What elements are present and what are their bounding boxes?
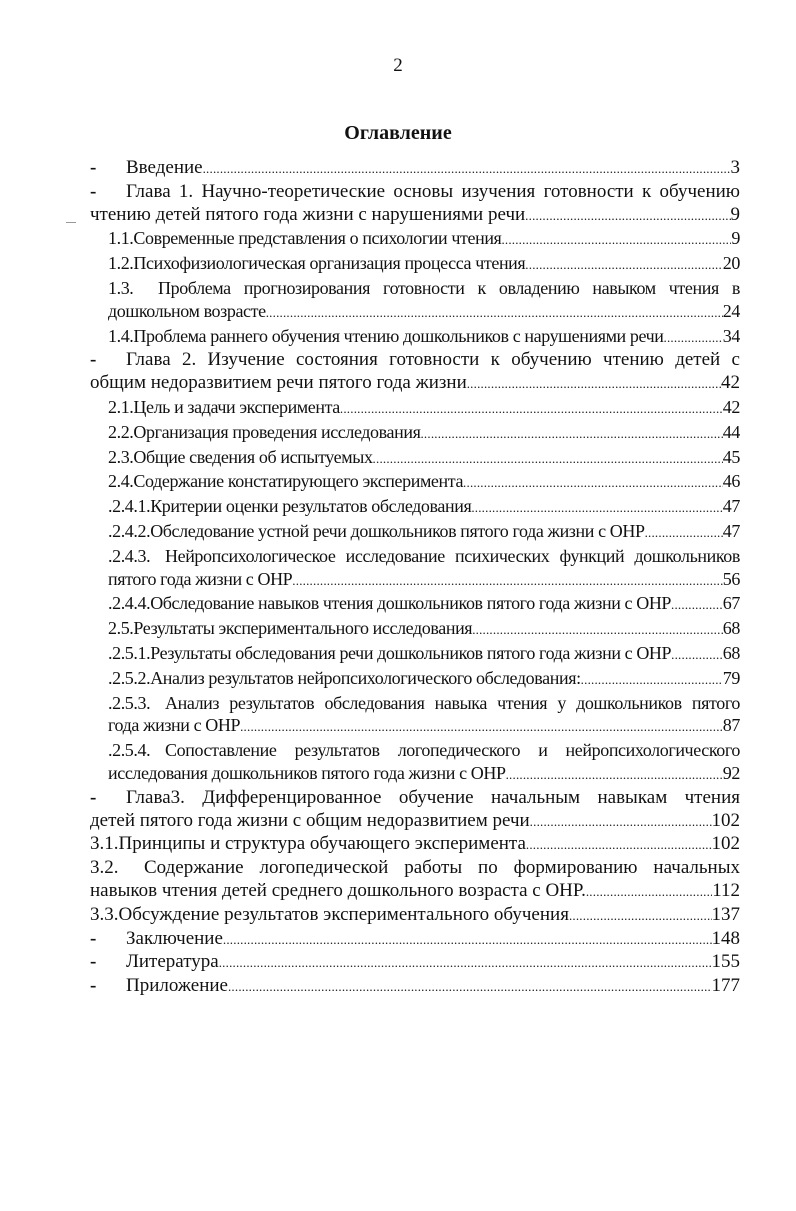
leader-dots xyxy=(240,714,723,739)
entry-title: Обследование навыков чтения дошкольников пятого года жизни с ОНР xyxy=(150,593,672,614)
toc-entry-3-3[interactable] xyxy=(90,904,740,928)
leader-dots xyxy=(420,421,722,446)
entry-title-line: Глава 2. Изучение состояния готовности к обучению чтению детей с xyxy=(126,349,740,371)
toc-entry-2-5-2[interactable] xyxy=(90,667,740,692)
bullet: - xyxy=(90,927,97,949)
toc-entry-3-2[interactable] xyxy=(90,857,740,904)
section-number: .2.4.1. xyxy=(108,496,151,517)
leader-dots xyxy=(266,300,723,325)
entry-title-line: Содержание логопедической работы по формированию начальных xyxy=(144,857,740,879)
entry-title: Заключение xyxy=(126,927,223,949)
page-ref: 56 xyxy=(722,568,740,589)
leader-dots xyxy=(506,762,723,787)
bullet: - xyxy=(90,157,97,178)
leader-dots xyxy=(569,904,712,928)
leader-dots xyxy=(292,568,723,593)
leader-dots xyxy=(671,592,723,617)
page-ref: 92 xyxy=(722,762,740,783)
entry-title: Современные представления о психологии чтения xyxy=(133,228,502,249)
entry-title-line: Глава3. Дифференцированное обучение начальным навыкам чтения xyxy=(126,786,740,808)
section-number: .2.5.3. xyxy=(108,692,151,713)
section-number: 2.2. xyxy=(108,421,134,442)
page-number: 2 xyxy=(393,55,403,76)
leader-dots xyxy=(525,204,730,228)
page-ref: 42 xyxy=(722,396,740,417)
page-ref: 47 xyxy=(722,520,740,541)
entry-title-line: чтению детей пятого года жизни с нарушениями речи xyxy=(90,203,526,225)
entry-title: Принципы и структура обучающего эксперимента xyxy=(118,833,526,855)
entry-title: Обсуждение результатов экспериментального обучения xyxy=(118,903,569,925)
section-number: 2.4. xyxy=(108,471,134,492)
page-ref: 46 xyxy=(722,471,740,492)
section-number: .2.5.4. xyxy=(108,740,151,761)
page-ref: 177 xyxy=(711,975,740,997)
page-ref: 87 xyxy=(722,715,740,736)
section-number: .2.5.2. xyxy=(108,667,151,688)
leader-dots xyxy=(671,642,723,667)
leader-dots xyxy=(219,951,712,975)
entry-title: Общие сведения об испытуемых xyxy=(133,446,373,467)
leader-dots xyxy=(581,667,723,692)
entry-title: Анализ результатов нейропсихологического обследования: xyxy=(150,667,581,688)
bullet: - xyxy=(90,951,97,973)
entry-title: Литература xyxy=(126,951,219,973)
page-ref: 148 xyxy=(711,927,740,949)
section-number: .2.4.2. xyxy=(108,520,151,541)
toc-entry-2-5[interactable] xyxy=(90,617,740,642)
entry-title: Результаты обследования речи дошкольников пятого года жизни с ОНР xyxy=(150,642,672,663)
leader-dots xyxy=(586,880,712,904)
section-number: 1.2. xyxy=(108,253,134,274)
leader-dots xyxy=(340,396,723,421)
entry-title-line: общим недоразвитием речи пятого года жизни xyxy=(90,372,467,394)
entry-title-line: детей пятого года жизни с общим недоразвитием речи xyxy=(90,809,530,831)
page-ref: 47 xyxy=(722,496,740,517)
leader-dots xyxy=(203,157,731,181)
section-number: 3.3. xyxy=(90,903,119,925)
toc-entry-appendix[interactable] xyxy=(90,975,740,999)
page-ref: 9 xyxy=(731,228,740,249)
table-of-contents xyxy=(90,157,740,999)
entry-title-line: дошкольном возрасте xyxy=(108,300,266,321)
entry-title: Обследование устной речи дошкольников пятого года жизни с ОНР xyxy=(150,520,645,541)
page-ref: 68 xyxy=(722,642,740,663)
leader-dots xyxy=(228,975,712,999)
entry-title-line: навыков чтения детей среднего дошкольного возраста с ОНР. xyxy=(90,879,586,901)
section-number: 1.3. xyxy=(108,277,134,298)
scan-artifact xyxy=(66,222,76,223)
toc-entry-3-1[interactable] xyxy=(90,833,740,857)
entry-title: Приложение xyxy=(126,975,228,997)
page-ref: 79 xyxy=(722,667,740,688)
bullet: - xyxy=(90,975,97,997)
section-number: 1.4. xyxy=(108,325,134,346)
page-ref: 9 xyxy=(730,203,740,225)
page-ref: 34 xyxy=(722,325,740,346)
entry-title-line: исследования дошкольников пятого года жизни с ОНР xyxy=(108,762,506,783)
leader-dots xyxy=(526,833,712,857)
leader-dots xyxy=(530,810,712,834)
entry-title: Результаты экспериментального исследования xyxy=(133,618,473,639)
page-ref: 42 xyxy=(721,372,740,394)
page-ref: 67 xyxy=(722,593,740,614)
leader-dots xyxy=(472,617,723,642)
bullet: - xyxy=(90,180,97,202)
page-ref: 44 xyxy=(722,421,740,442)
entry-title: Введение xyxy=(126,157,203,178)
bullet: - xyxy=(90,349,97,371)
section-number: .2.4.4. xyxy=(108,593,151,614)
toc-entry-2-4-3[interactable] xyxy=(90,545,740,593)
entry-title: Организация проведения исследования xyxy=(133,421,421,442)
section-number: .2.5.1. xyxy=(108,642,151,663)
toc-entry-1-2[interactable] xyxy=(90,252,740,277)
entry-title: Психофизиологическая организация процесса чтения xyxy=(133,253,526,274)
leader-dots xyxy=(223,928,712,952)
toc-entry-introduction[interactable] xyxy=(90,157,740,181)
section-number: 2.1. xyxy=(108,396,134,417)
toc-title: Оглавление xyxy=(344,122,452,144)
page-ref: 45 xyxy=(722,446,740,467)
section-number: 3.2. xyxy=(90,857,119,879)
leader-dots xyxy=(664,325,723,350)
page-ref: 24 xyxy=(722,300,740,321)
toc-entry-chapter-2[interactable] xyxy=(90,349,740,396)
page-ref: 20 xyxy=(722,253,740,274)
toc-entry-1-3[interactable] xyxy=(90,277,740,325)
leader-dots xyxy=(525,252,723,277)
page-ref: 155 xyxy=(711,951,740,973)
toc-entry-2-5-3[interactable] xyxy=(90,692,740,740)
entry-title: Цель и задачи эксперимента xyxy=(133,396,340,417)
leader-dots xyxy=(471,495,722,520)
toc-entry-2-1[interactable] xyxy=(90,396,740,421)
section-number: 2.5. xyxy=(108,618,134,639)
entry-title-line: Проблема прогнозирования готовности к овладению навыком чтения в xyxy=(158,277,740,298)
page-ref: 137 xyxy=(711,903,740,925)
leader-dots xyxy=(467,372,721,396)
toc-entry-chapter-3[interactable] xyxy=(90,787,740,834)
page-ref: 3 xyxy=(730,157,740,178)
toc-entry-1-4[interactable] xyxy=(90,325,740,350)
entry-title: Содержание констатирующего эксперимента xyxy=(133,471,464,492)
toc-entry-2-3[interactable] xyxy=(90,446,740,471)
toc-entry-2-5-1[interactable] xyxy=(90,642,740,667)
toc-entry-2-4-4[interactable] xyxy=(90,592,740,617)
page-ref: 102 xyxy=(711,809,740,831)
toc-entry-2-4-1[interactable] xyxy=(90,495,740,520)
section-number: 1.1. xyxy=(108,228,134,249)
entry-title-line: Сопоставление результатов логопедического и нейропсихологического xyxy=(165,740,740,761)
entry-title-line: пятого года жизни с ОНР xyxy=(108,568,293,589)
toc-entry-2-4-2[interactable] xyxy=(90,520,740,545)
toc-entry-chapter-1[interactable] xyxy=(90,181,740,228)
section-number: .2.4.3. xyxy=(108,545,151,566)
toc-entry-2-2[interactable] xyxy=(90,421,740,446)
bullet: - xyxy=(90,786,97,808)
page-ref: 102 xyxy=(711,833,740,855)
entry-title-line: Анализ результатов обследования навыка чтения у дошкольников пятого xyxy=(165,692,740,713)
leader-dots xyxy=(645,520,723,545)
entry-title-line: года жизни с ОНР xyxy=(108,715,241,736)
entry-title-line: Нейропсихологическое исследование психических функций дошкольников xyxy=(165,545,740,566)
leader-dots xyxy=(463,470,723,495)
toc-entry-1-1[interactable] xyxy=(90,227,740,252)
page-ref: 68 xyxy=(722,618,740,639)
page-ref: 112 xyxy=(712,879,740,901)
leader-dots xyxy=(501,227,731,252)
toc-entry-2-4[interactable] xyxy=(90,470,740,495)
entry-title: Проблема раннего обучения чтению дошкольников с нарушениями речи xyxy=(133,325,664,346)
section-number: 2.3. xyxy=(108,446,134,467)
toc-entry-literature[interactable] xyxy=(90,951,740,975)
toc-entry-2-5-4[interactable] xyxy=(90,739,740,787)
toc-entry-conclusion[interactable] xyxy=(90,928,740,952)
leader-dots xyxy=(373,446,723,471)
entry-title: Критерии оценки результатов обследования xyxy=(150,496,472,517)
entry-title-line: Глава 1. Научно-теоретические основы изучения готовности к обучению xyxy=(126,180,740,202)
section-number: 3.1. xyxy=(90,833,119,855)
